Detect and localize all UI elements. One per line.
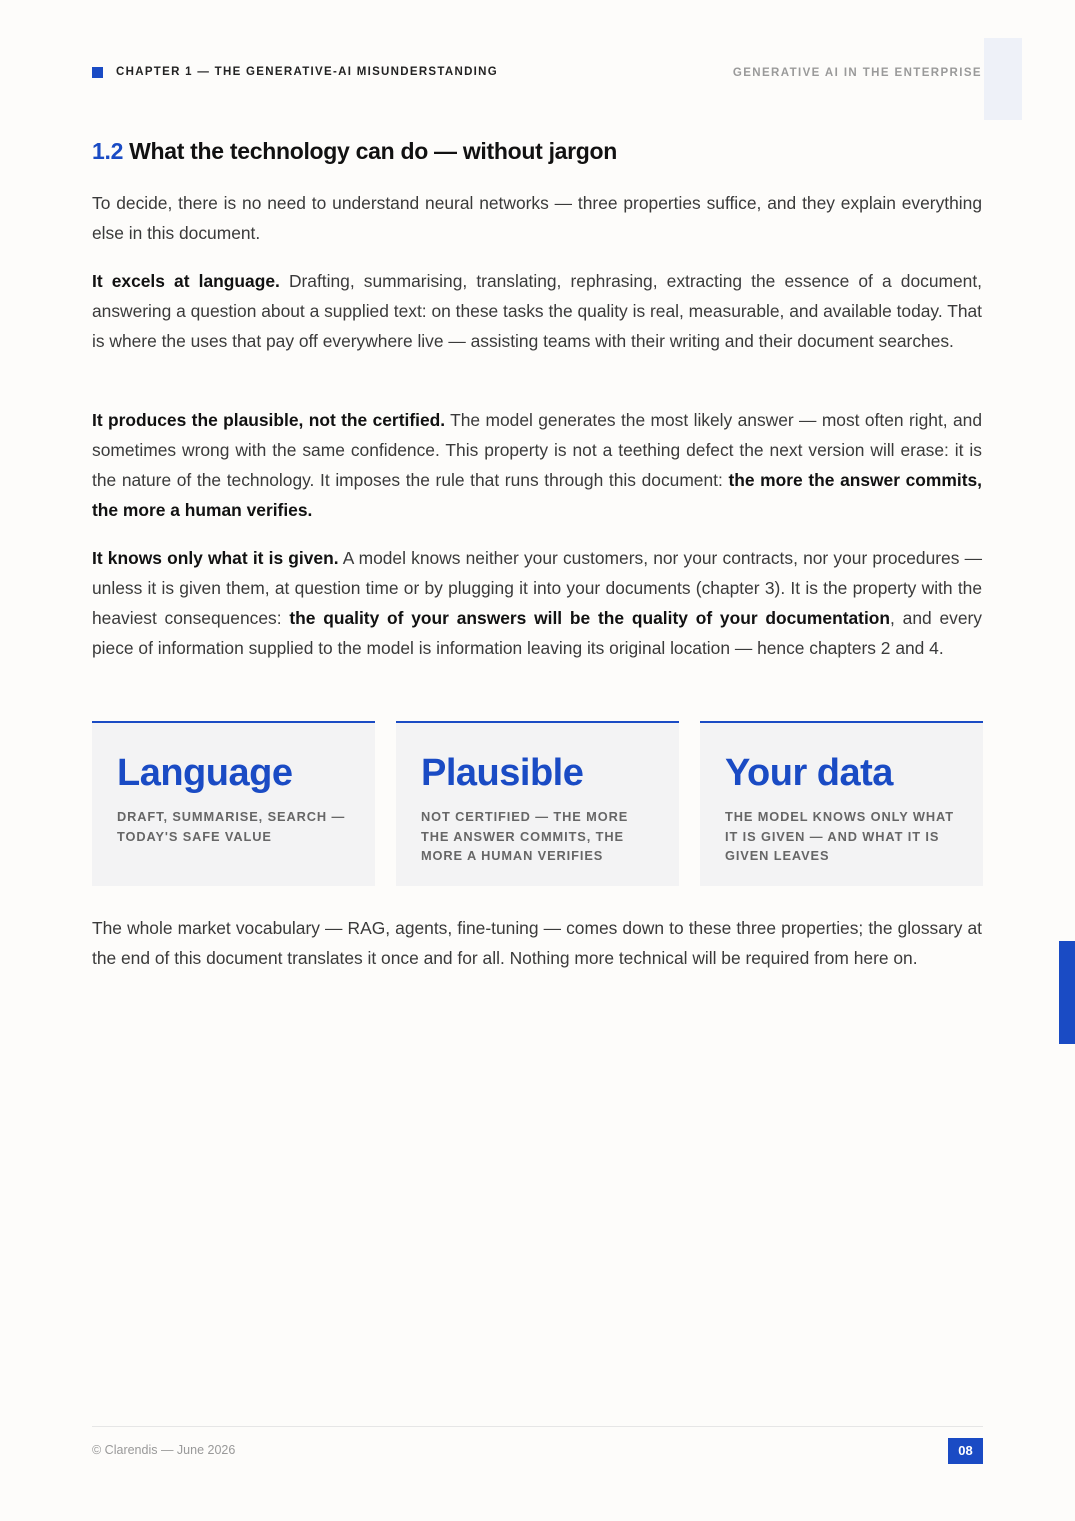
property-cards	[92, 721, 983, 886]
card-title: Your data	[725, 752, 893, 794]
language-lead: It excels at language.	[92, 271, 280, 291]
chapter-side-tab	[1059, 941, 1075, 1044]
section-number: 1.2	[92, 138, 124, 164]
chapter-numeral-decoration	[984, 38, 1022, 120]
closing-paragraph: The whole market vocabulary — RAG, agents, fine-tuning — comes down to these three properties; the glossary at the end of this document translates it once and for all. Nothing more technical will be required from here on.	[92, 918, 982, 968]
plausible-text: The model generates the most likely answer — most often right, and sometimes wrong with the same confidence. This property is not a teething defect the next version will erase: it is the nature of the technology. It imposes the rule that runs through this document:	[92, 410, 982, 490]
page-number-badge: 08	[948, 1438, 983, 1464]
card-language	[92, 721, 375, 886]
language-text: Drafting, summarising, translating, rephrasing, extracting the essence of a document, answering a question about a supplied text: on these tasks the quality is real, measurable, and available today. That is where the uses that pay off everywhere live — assisting teams with their writing and their document searches.	[92, 271, 982, 351]
section-heading: What the technology can do — without jargon	[129, 138, 618, 164]
data-lead: It knows only what it is given.	[92, 548, 339, 568]
chapter-label	[92, 66, 498, 78]
page-header	[92, 66, 982, 82]
data-text: A model knows neither your customers, nor your contracts, nor your procedures — unless it is given them, at question time or by plugging it into your documents (chapter 3). It is the property with the heaviest consequences:	[92, 548, 982, 628]
language-paragraph	[92, 266, 982, 356]
card-subtitle: NOT CERTIFIED — THE MORE THE ANSWER COMMITS, THE MORE A HUMAN VERIFIES	[421, 809, 629, 863]
section-title	[92, 138, 982, 165]
data-paragraph	[92, 543, 982, 663]
data-emphasis: the quality of your answers will be the quality of your documentation	[289, 608, 891, 628]
plausible-lead: It produces the plausible, not the certified.	[92, 410, 446, 430]
chapter-marker-icon	[92, 67, 103, 78]
plausible-rule: the more the answer commits, the more a human verifies.	[92, 470, 982, 520]
chapter-title: CHAPTER 1 — THE GENERATIVE-AI MISUNDERSTANDING	[116, 66, 499, 78]
footer-copyright: © Clarendis — June 2026	[92, 1443, 236, 1457]
footer-divider	[92, 1426, 983, 1427]
card-title: Language	[117, 752, 293, 794]
card-plausible	[396, 721, 679, 886]
data-tail: , and every piece of information supplied to the model is information leaving its original location — hence chapters 2 and 4.	[92, 608, 982, 658]
running-head: GENERATIVE AI IN THE ENTERPRISE	[732, 67, 982, 79]
card-title: Plausible	[421, 752, 584, 794]
card-your-data	[700, 721, 983, 886]
card-subtitle: THE MODEL KNOWS ONLY WHAT IT IS GIVEN — AND WHAT IT IS GIVEN LEAVES	[725, 809, 954, 863]
plausible-paragraph	[92, 405, 982, 525]
intro-paragraph: To decide, there is no need to understand neural networks — three properties suffice, and they explain everything else in this document.	[92, 193, 982, 243]
card-subtitle: DRAFT, SUMMARISE, SEARCH — TODAY'S SAFE VALUE	[117, 809, 346, 844]
